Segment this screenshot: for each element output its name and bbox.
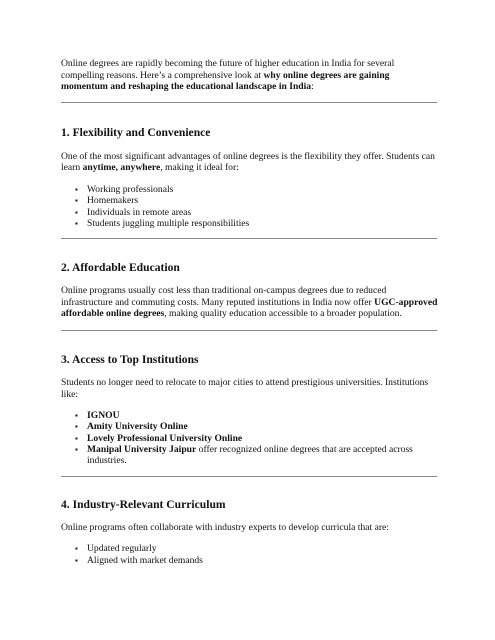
bullet-icon: ▪ bbox=[75, 433, 78, 443]
intro-paragraph bbox=[61, 58, 438, 93]
divider bbox=[61, 238, 437, 239]
list-item bbox=[75, 195, 438, 206]
institution-name: Manipal University Jaipur bbox=[87, 444, 197, 456]
divider bbox=[61, 476, 437, 477]
list-item bbox=[75, 421, 438, 432]
list-item bbox=[75, 410, 438, 421]
list-item bbox=[75, 218, 438, 229]
list-item-text: Aligned with market demands bbox=[87, 554, 203, 566]
section-paragraph-flexibility bbox=[61, 151, 438, 174]
section-paragraph-curriculum: Online programs often collaborate with industry experts to develop curricula that are: bbox=[61, 521, 389, 533]
flexibility-list bbox=[61, 184, 438, 229]
intro-bold-text: why online degrees are gaining momentum and reshaping the educational landscape in India bbox=[61, 69, 390, 93]
section-heading-affordable: 2. Affordable Education bbox=[61, 261, 180, 275]
institution-name: Lovely Professional University Online bbox=[87, 432, 243, 444]
section-heading-institutions: 3. Access to Top Institutions bbox=[61, 352, 199, 366]
section-heading-curriculum: 4. Industry-Relevant Curriculum bbox=[61, 497, 226, 511]
bullet-icon: ▪ bbox=[75, 218, 78, 228]
list-item-text: Working professionals bbox=[87, 183, 174, 195]
list-item-text: Homemakers bbox=[87, 195, 139, 207]
list-item bbox=[75, 207, 438, 218]
bullet-icon: ▪ bbox=[75, 184, 78, 194]
institution-name: Amity University Online bbox=[87, 421, 188, 433]
paragraph-text: Online programs usually cost less than traditional on-campus degrees due to reduced infrastructure and commuting costs. Many reputed institutions in India now offer bbox=[61, 285, 387, 308]
list-item bbox=[75, 555, 438, 566]
divider bbox=[61, 102, 437, 103]
section-heading-flexibility: 1. Flexibility and Convenience bbox=[61, 125, 211, 139]
paragraph-text-end: , making quality education accessible to a broader population. bbox=[164, 308, 402, 320]
paragraph-text: One of the most significant advantages of online degrees is the flexibility they offer. Students can learn bbox=[61, 150, 435, 174]
bullet-icon: ▪ bbox=[75, 411, 78, 421]
list-item-text: Individuals in remote areas bbox=[87, 206, 192, 218]
divider bbox=[61, 330, 437, 331]
institutions-list bbox=[61, 410, 438, 466]
bullet-icon: ▪ bbox=[75, 422, 78, 432]
list-item-text: Students juggling multiple responsibilities bbox=[87, 217, 250, 229]
list-item bbox=[75, 184, 438, 195]
document-page bbox=[61, 58, 438, 566]
bullet-icon: ▪ bbox=[75, 207, 78, 217]
paragraph-text-end: , making it ideal for: bbox=[160, 162, 239, 174]
bullet-icon: ▪ bbox=[75, 544, 78, 554]
paragraph-bold-text: anytime, anywhere bbox=[82, 162, 161, 174]
list-item-text: Updated regularly bbox=[87, 543, 157, 555]
section-paragraph-institutions: Students no longer need to relocate to major cities to attend prestigious universities. Institutions like: bbox=[61, 376, 429, 400]
intro-text-end: : bbox=[311, 81, 314, 93]
bullet-icon: ▪ bbox=[75, 445, 78, 455]
list-item bbox=[75, 543, 438, 554]
curriculum-list bbox=[61, 543, 438, 566]
bullet-icon: ▪ bbox=[75, 196, 78, 206]
list-item bbox=[75, 433, 438, 444]
institution-name: IGNOU bbox=[87, 410, 120, 422]
intro-text: Online degrees are rapidly becoming the future of higher education in India for several compelling reasons. Here’s a comprehensive look at bbox=[61, 58, 395, 81]
paragraph-bold-text: UGC-approved affordable online degrees bbox=[61, 296, 438, 320]
institution-text: offer recognized online degrees that are accepted across industries. bbox=[87, 444, 413, 467]
bullet-icon: ▪ bbox=[75, 555, 78, 565]
list-item bbox=[75, 444, 438, 467]
section-paragraph-affordable bbox=[61, 285, 438, 320]
